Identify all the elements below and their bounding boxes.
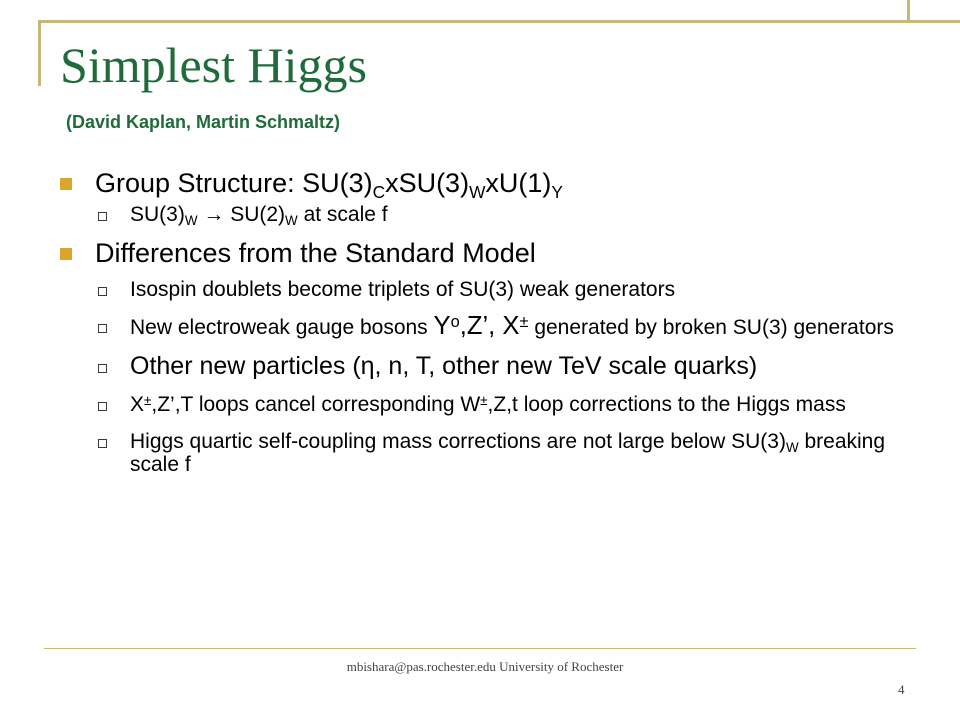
sub-bullet-new-particles [58, 353, 918, 379]
frame-right-tick [907, 0, 910, 22]
sub-bullet-su3-breaking [58, 203, 918, 229]
bullet-text: Differences from the Standard Model [95, 238, 536, 268]
sub-bullet-marker [98, 439, 107, 448]
sub-bullet-marker [98, 324, 107, 333]
bullet-marker [60, 248, 72, 260]
sub-bullet-text: Higgs quartic self-coupling mass corrections are not large below $SU(3)_W$ breaking scale f [130, 430, 886, 476]
frame-top-line [38, 20, 960, 23]
bullet-text: Group Structure: $SU(3)_CxSU(3)_WxU(1)_Y$ [95, 168, 563, 202]
sub-bullet-marker [98, 212, 107, 221]
bullet-group-structure [58, 168, 918, 202]
sub-bullet-isospin [58, 278, 918, 301]
page-number: 4 [898, 682, 905, 697]
sub-bullet-text: New electroweak gauge bosons $Y^o,Z$’, X± generated by broken SU(3) generators [130, 312, 894, 340]
sub-bullet-text: Isospin doublets become triplets of SU(3) weak generators [130, 278, 676, 301]
footer-divider [44, 648, 916, 649]
sub-bullet-loops-cancel [58, 393, 918, 416]
sub-bullet-marker [98, 364, 107, 373]
slide-subtitle: (David Kaplan, Martin Schmaltz) [66, 112, 341, 132]
footer-text: mbishara@pas.rochester.edu University of Rochester [346, 659, 624, 674]
sub-bullet-text: Other new particles (η, n, T, other new TeV scale quarks) [130, 352, 758, 380]
sub-bullet-text: $SU(3)_W \to SU(2)_W$ at scale f [130, 203, 388, 229]
bullet-marker [60, 178, 72, 190]
sub-bullet-text: X±,Z’,T loops cancel corresponding W±,Z,t loop corrections to the Higgs mass [130, 393, 846, 416]
sub-bullet-marker [98, 402, 107, 411]
sub-bullet-quartic-coupling [58, 430, 918, 476]
frame-left-line [38, 20, 41, 86]
sub-bullet-gauge-bosons [58, 312, 918, 340]
bullet-list [58, 168, 918, 476]
bullet-differences [58, 238, 918, 269]
sub-bullet-marker [98, 287, 107, 296]
slide-title: Simplest Higgs [60, 37, 367, 93]
